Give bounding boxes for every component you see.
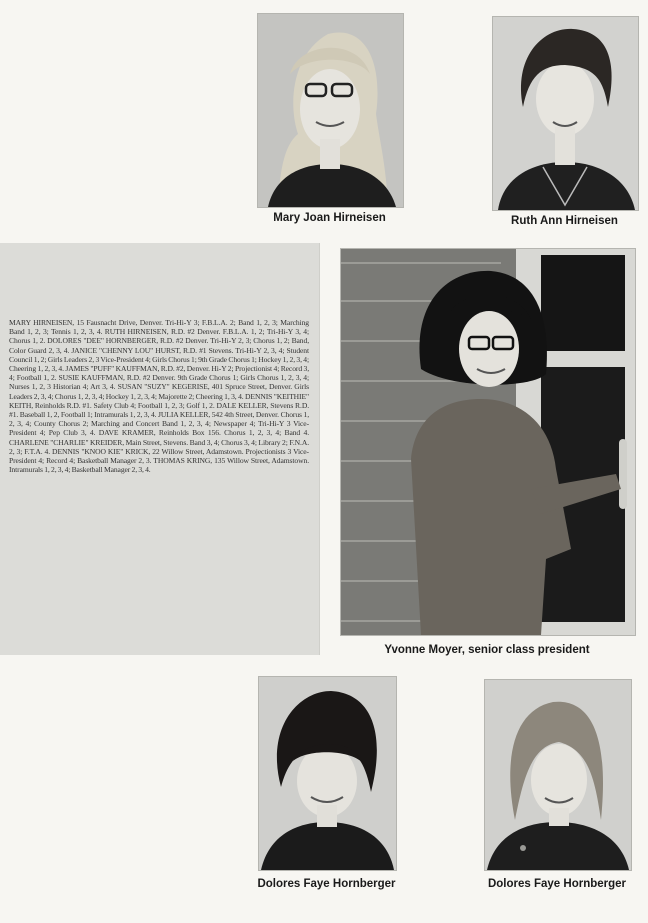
- portrait-ruth-ann-hirneisen: [492, 16, 639, 211]
- portrait-image: [493, 17, 638, 210]
- portrait-image: [485, 680, 631, 870]
- portrait-caption: Ruth Ann Hirneisen: [511, 215, 618, 227]
- portrait-caption: Dolores Faye Hornberger: [487, 878, 627, 890]
- portrait-image: [341, 249, 635, 635]
- portrait-dolores-faye-hornberger: [258, 676, 397, 871]
- portrait-yvonne-moyer: [340, 248, 636, 636]
- portrait-image: [259, 677, 396, 870]
- portrait-mary-joan-hirneisen: [257, 13, 404, 208]
- portrait-dolores-faye-hornberger-2: [484, 679, 632, 871]
- biography-text: MARY HIRNEISEN, 15 Fausnacht Drive, Denver. Tri-Hi-Y 3; F.B.L.A. 2; Band 1, 2, 3; Marching Band 1, 2, 3; Tennis 1, 2, 3, 4. RUTH HIRNEISEN, R.D. #2 Denver. F.B.L.A. 1, 2; Tri-Hi-Y 3, 4; Chorus 1, 2. DOLORES "DEE" HORNBERGER, R.D. #2 Denver. Tri-Hi-Y 2, 3; Chorus 1, 2; Band, Color Guard 2, 3, 4. JANICE "CHENNY LOU" HURST, R.D. #1 Stevens. Tri-Hi-Y 2, 3, 4; Student Council 1, 2; Girls Leaders 2, 3 Vice-President 4; Girls Chorus 1; 9th Grade Chorus 1; Hockey 1, 2, 3, 4; Cheering 1, 2, 3, 4. JAMES "PUFF" KAUFFMAN, R.D. #2, Denver. Hi-Y 2; Projectionist 4; Record 3, 4; Football 1, 2. SUSIE KAUFFMAN, R.D. #2 Denver. 9th Grade Chorus 1; Girls Chorus 1, 2, 3, 4; Nurses 1, 2, 3 Historian 4; Art 3, 4. SUSAN "SUZY" KEGERISE, 401 Spruce Street, Denver. Girls Leaders 2, 3, 4; Chorus 1, 2, 3, 4; Hockey 1, 2, 3, 4; Majorette 2; Cheering 1, 3, 4. DENNIS "KEITHIE" KEITH, Reinholds R.D. #1. Safety Club 4; Football 1, 2, 3; Golf 1, 2. DALE KELLER, Stevens R.D. #1. Baseball 1, 2, Football 1; Intramurals 1, 2, 3, 4. JULIA KELLER, 542 4th Street, Denver. Chorus 1, 2, 3, 4; County Chorus 2; Marching and Concert Band 1, 2, 3, 4; Newspaper 4; Tri-Hi-Y 3 Vice-President 4; Pep Club 3, 4. DAVE KRAMER, Reinholds Box 156. Chorus 1, 2, 3, 4; Band 4. CHARLENE "CHARLIE" KREIDER, Main Street, Stevens. Band 3, 4; Chorus 3, 4; Library 2; F.N.A. 2, 3; F.T.A. 4. DENNIS "KNOO KIE" KRICK, 22 Willow Street, Adamstown. Projectionists 3 Vice-President 4; Record 4; Basketball Manager 2, 3. THOMAS KRING, 135 Willow Street, Adamstown. Intramurals 1, 2, 3, 4; Basketball Manager 2, 3, 4.: [9, 318, 309, 475]
- portrait-caption: Mary Joan Hirneisen: [273, 212, 386, 224]
- portrait-image: [258, 14, 403, 207]
- portrait-caption: Yvonne Moyer, senior class president: [384, 644, 590, 656]
- portrait-caption: Dolores Faye Hornberger: [257, 878, 396, 890]
